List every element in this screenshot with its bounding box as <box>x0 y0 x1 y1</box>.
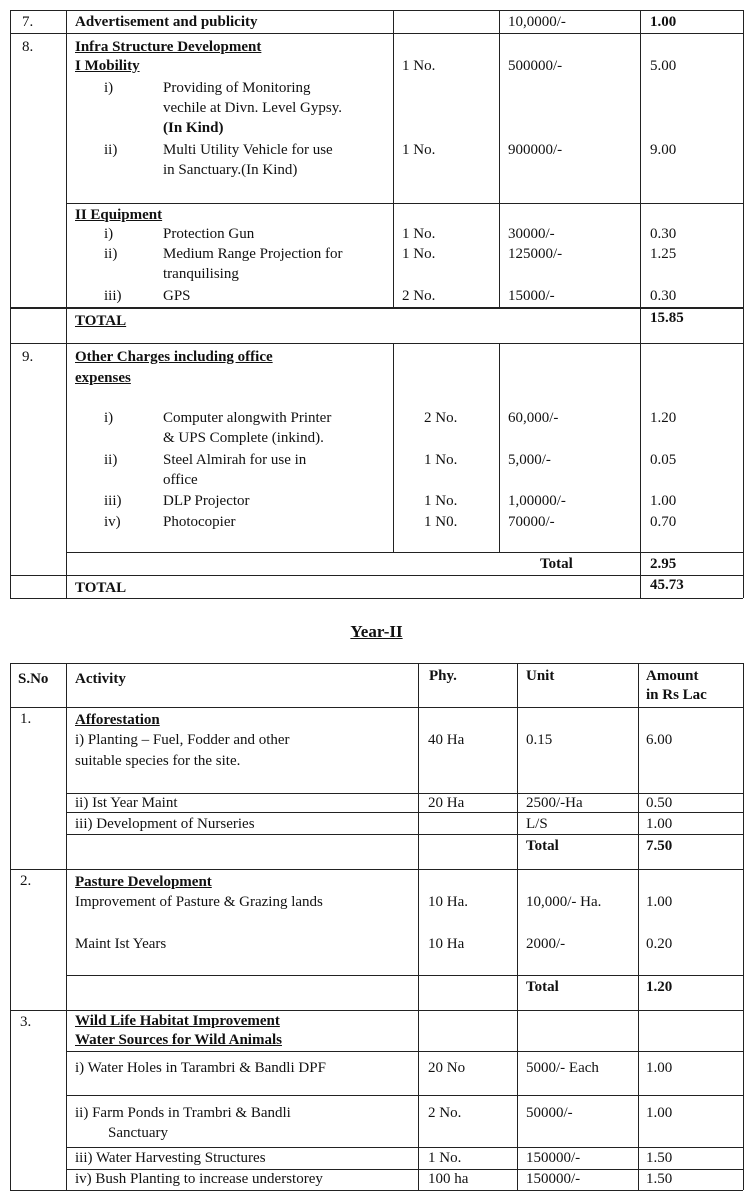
row9-i4-amount: 0.70 <box>650 514 677 530</box>
row8-m1-line1: Providing of Monitoring <box>163 80 311 96</box>
r1-heading: Afforestation <box>75 712 160 728</box>
row9-i2-phy: 1 No. <box>424 452 458 468</box>
row9-sno: 9. <box>22 349 34 365</box>
row9-i1-line2: & UPS Complete (inkind). <box>163 430 324 446</box>
r1-a3-label: iii) Development of Nurseries <box>75 816 255 832</box>
r3-a4-unit: 150000/- <box>526 1171 581 1187</box>
row8-m1-unit: 500000/- <box>508 58 563 74</box>
row9-heading-line2: expenses <box>75 370 131 386</box>
r1-a2-label: ii) Ist Year Maint <box>75 795 178 811</box>
row9-subtotal: 2.95 <box>650 556 677 572</box>
row9-i3-unit: 1,00000/- <box>508 493 566 509</box>
r3-a2-line2: Sanctuary <box>108 1125 168 1141</box>
row9-i2-amount: 0.05 <box>650 452 677 468</box>
row9-i4-phy: 1 N0. <box>424 514 458 530</box>
row8-mobility-heading: I Mobility <box>75 58 140 74</box>
r2-a2-unit: 2000/- <box>526 936 566 952</box>
r3-a2-line1: ii) Farm Ponds in Trambri & Bandli <box>75 1105 291 1121</box>
row8-e1-line1: Protection Gun <box>163 226 255 242</box>
row8-e1-unit: 30000/- <box>508 226 555 242</box>
row8-total-label: TOTAL <box>75 313 127 329</box>
r3-a4-amount: 1.50 <box>646 1171 673 1187</box>
row9-i1-phy: 2 No. <box>424 410 458 426</box>
grand-total-label: TOTAL <box>75 580 127 596</box>
row9-heading-line1: Other Charges including office <box>75 349 273 365</box>
row8-m2-phy: 1 No. <box>402 142 436 158</box>
r1-a3-unit: L/S <box>526 816 548 832</box>
row9-i4-num: iv) <box>104 514 121 530</box>
col-header-amount-line2: in Rs Lac <box>646 687 707 703</box>
row9-subtotal-label: Total <box>540 556 573 572</box>
row8-e3-phy: 2 No. <box>402 288 436 304</box>
r3-a1-phy: 20 No <box>428 1060 466 1076</box>
r1-a2-unit: 2500/-Ha <box>526 795 583 811</box>
row8-e3-unit: 15000/- <box>508 288 555 304</box>
r3-a1-unit: 5000/- Each <box>526 1060 599 1076</box>
row7-activity: Advertisement and publicity <box>75 14 258 30</box>
r1-a1-line1: i) Planting – Fuel, Fodder and other <box>75 732 290 748</box>
row8-m1-line2: vechile at Divn. Level Gypsy. <box>163 100 342 116</box>
r2-a1-amount: 1.00 <box>646 894 673 910</box>
row8-e3-num: iii) <box>104 288 122 304</box>
r2-a1-phy: 10 Ha. <box>428 894 468 910</box>
row9-i4-unit: 70000/- <box>508 514 555 530</box>
row8-e1-phy: 1 No. <box>402 226 436 242</box>
r3-sno: 3. <box>20 1014 32 1030</box>
row8-e2-line1: Medium Range Projection for <box>163 246 343 262</box>
r2-heading: Pasture Development <box>75 874 212 890</box>
r2-a2-amount: 0.20 <box>646 936 673 952</box>
row8-sno: 8. <box>22 39 34 55</box>
row8-e3-line1: GPS <box>163 288 191 304</box>
row9-i2-num: ii) <box>104 452 118 468</box>
row8-m1-amount: 5.00 <box>650 58 677 74</box>
row9-i3-amount: 1.00 <box>650 493 677 509</box>
r1-a1-phy: 40 Ha <box>428 732 465 748</box>
r2-a1-unit: 10,000/- Ha. <box>526 894 602 910</box>
r3-a4-phy: 100 ha <box>428 1171 469 1187</box>
year-heading: Year-II <box>350 622 403 641</box>
row9-i1-line1: Computer alongwith Printer <box>163 410 332 426</box>
col-header-phy: Phy. <box>429 668 457 684</box>
r1-total: 7.50 <box>646 838 673 854</box>
r1-a3-amount: 1.00 <box>646 816 673 832</box>
r3-a3-unit: 150000/- <box>526 1150 581 1166</box>
row8-m2-line2: in Sanctuary.(In Kind) <box>163 162 298 178</box>
r3-a2-unit: 50000/- <box>526 1105 573 1121</box>
row8-e1-amount: 0.30 <box>650 226 677 242</box>
r3-a3-phy: 1 No. <box>428 1150 462 1166</box>
r2-a2-phy: 10 Ha <box>428 936 465 952</box>
row8-m1-inkind: (In Kind) <box>163 120 224 136</box>
r3-a1-amount: 1.00 <box>646 1060 673 1076</box>
row8-e2-unit: 125000/- <box>508 246 563 262</box>
row9-i1-unit: 60,000/- <box>508 410 559 426</box>
row8-m2-unit: 900000/- <box>508 142 563 158</box>
r3-a2-amount: 1.00 <box>646 1105 673 1121</box>
row9-i3-num: iii) <box>104 493 122 509</box>
row9-i4-line1: Photocopier <box>163 514 236 530</box>
r1-a2-phy: 20 Ha <box>428 795 465 811</box>
row9-i3-line1: DLP Projector <box>163 493 250 509</box>
r2-total: 1.20 <box>646 979 673 995</box>
row8-m1-phy: 1 No. <box>402 58 436 74</box>
row8-equipment-heading: II Equipment <box>75 207 163 223</box>
r1-total-label: Total <box>526 838 559 854</box>
r1-a1-unit: 0.15 <box>526 732 553 748</box>
col-header-sno: S.No <box>18 671 49 687</box>
r3-a3-label: iii) Water Harvesting Structures <box>75 1150 266 1166</box>
r2-a2-label: Maint Ist Years <box>75 936 167 952</box>
r1-a1-amount: 6.00 <box>646 732 673 748</box>
row8-e2-line2: tranquilising <box>163 266 239 282</box>
row8-m2-num: ii) <box>104 142 118 158</box>
row7-sno: 7. <box>22 14 34 30</box>
r2-a1-label: Improvement of Pasture & Grazing lands <box>75 894 323 910</box>
row8-e2-num: ii) <box>104 246 118 262</box>
r3-a1-label: i) Water Holes in Tarambri & Bandli DPF <box>75 1060 326 1076</box>
row8-e2-phy: 1 No. <box>402 246 436 262</box>
r1-a1-line2: suitable species for the site. <box>75 753 241 769</box>
row9-i2-line1: Steel Almirah for use in <box>163 452 307 468</box>
col-header-activity: Activity <box>75 671 126 687</box>
r3-a4-label: iv) Bush Planting to increase understorey <box>75 1171 323 1187</box>
r1-sno: 1. <box>20 711 32 727</box>
row8-m2-amount: 9.00 <box>650 142 677 158</box>
r3-heading1: Wild Life Habitat Improvement <box>75 1013 280 1029</box>
row9-i1-num: i) <box>104 410 114 426</box>
row8-heading: Infra Structure Development <box>75 39 262 55</box>
row9-i3-phy: 1 No. <box>424 493 458 509</box>
row7-unit: 10,0000/- <box>508 14 566 30</box>
col-header-amount-line1: Amount <box>646 668 699 684</box>
row8-e2-amount: 1.25 <box>650 246 677 262</box>
r3-a2-phy: 2 No. <box>428 1105 462 1121</box>
grand-total: 45.73 <box>650 577 684 593</box>
row8-m2-line1: Multi Utility Vehicle for use <box>163 142 333 158</box>
r2-sno: 2. <box>20 873 32 889</box>
r3-heading2: Water Sources for Wild Animals <box>75 1032 282 1048</box>
row9-i2-unit: 5,000/- <box>508 452 551 468</box>
row8-e1-num: i) <box>104 226 114 242</box>
row9-i2-line2: office <box>163 472 198 488</box>
r1-a2-amount: 0.50 <box>646 795 673 811</box>
row9-i1-amount: 1.20 <box>650 410 677 426</box>
r3-a3-amount: 1.50 <box>646 1150 673 1166</box>
row8-total: 15.85 <box>650 310 684 326</box>
col-header-unit: Unit <box>526 668 555 684</box>
r2-total-label: Total <box>526 979 559 995</box>
row8-m1-num: i) <box>104 80 114 96</box>
row8-e3-amount: 0.30 <box>650 288 677 304</box>
row7-amount: 1.00 <box>650 14 677 30</box>
